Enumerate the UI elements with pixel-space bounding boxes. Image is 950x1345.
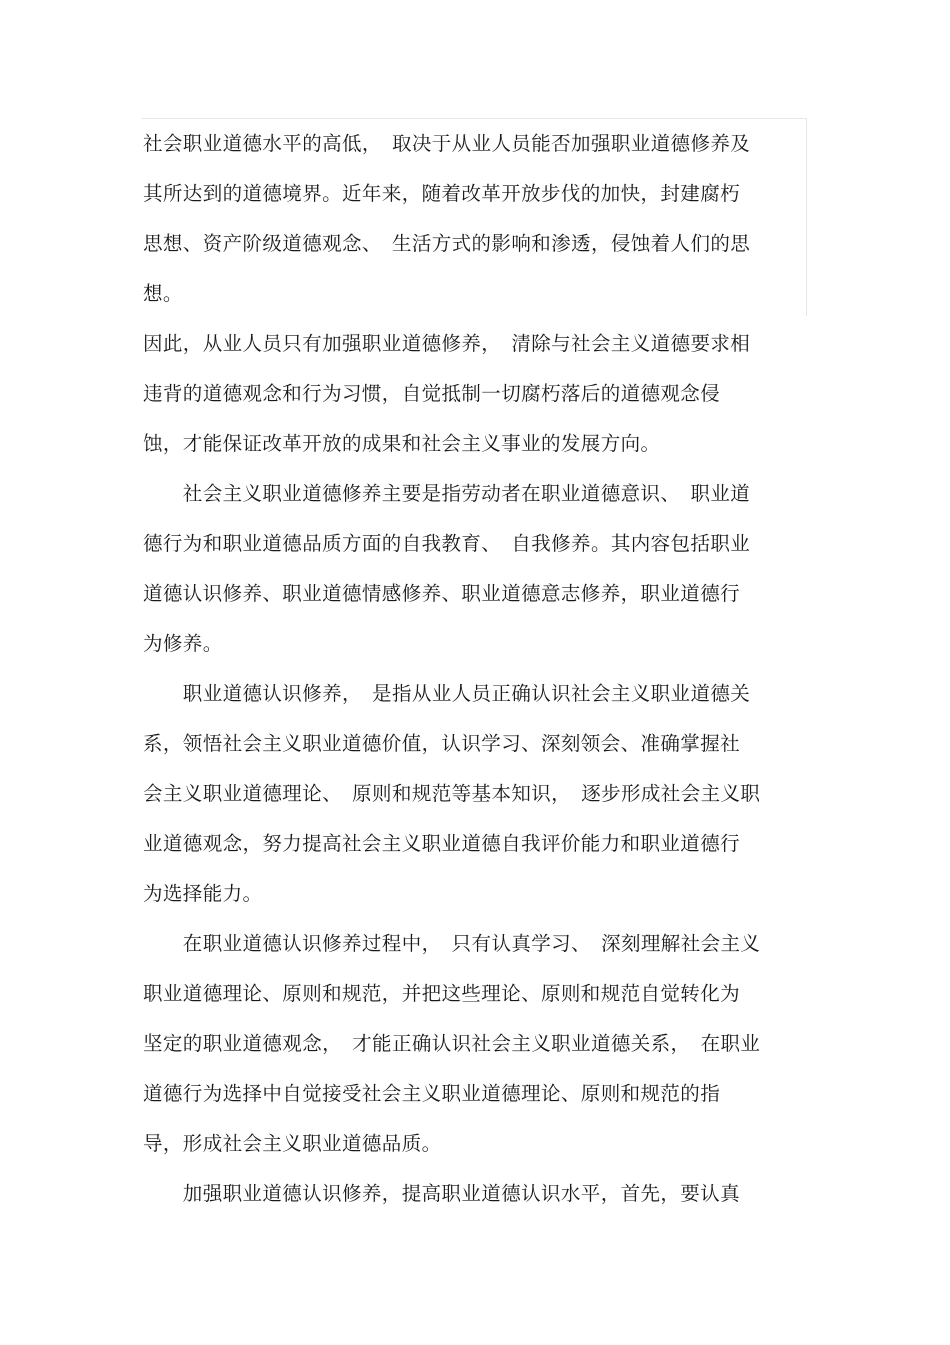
text-line: 思想、资产阶级道德观念、 生活方式的影响和渗透，侵蚀着人们的思: [143, 232, 751, 255]
text-line: 加强职业道德认识修养，提高职业道德认识水平，首先，要认真: [143, 1182, 741, 1205]
text-line: 德行为和职业道德品质方面的自我教育、 自我修养。其内容包括职业: [143, 532, 751, 555]
text-line: 想。: [143, 282, 183, 305]
text-line: 会主义职业道德理论、 原则和规范等基本知识， 逐步形成社会主义职: [143, 782, 761, 805]
text-line: 其所达到的道德境界。近年来，随着改革开放步伐的加快，封建腐朽: [143, 182, 741, 205]
text-line: 社会主义职业道德修养主要是指劳动者在职业道德意识、 职业道: [143, 482, 751, 505]
text-line: 道德行为选择中自觉接受社会主义职业道德理论、原则和规范的指: [143, 1082, 721, 1105]
text-line: 业道德观念，努力提高社会主义职业道德自我评价能力和职业道德行: [143, 832, 741, 855]
text-line: 职业道德理论、原则和规范，并把这些理论、原则和规范自觉转化为: [143, 982, 741, 1005]
text-line: 在职业道德认识修养过程中， 只有认真学习、 深刻理解社会主义: [143, 932, 761, 955]
text-line: 为修养。: [143, 632, 223, 655]
text-line: 为选择能力。: [143, 882, 263, 905]
text-line: 道德认识修养、职业道德情感修养、职业道德意志修养，职业道德行: [143, 582, 741, 605]
text-line: 蚀，才能保证改革开放的成果和社会主义事业的发展方向。: [143, 432, 661, 455]
text-line: 职业道德认识修养， 是指从业人员正确认识社会主义职业道德关: [143, 682, 751, 705]
text-line: 坚定的职业道德观念， 才能正确认识社会主义职业道德关系， 在职业: [143, 1032, 761, 1055]
text-line: 因此，从业人员只有加强职业道德修养， 清除与社会主义道德要求相: [143, 332, 751, 355]
text-line: 社会职业道德水平的高低， 取决于从业人员能否加强职业道德修养及: [143, 132, 751, 155]
text-line: 导，形成社会主义职业道德品质。: [143, 1132, 442, 1155]
text-line: 系，领悟社会主义职业道德价值，认识学习、深刻领会、准确掌握社: [143, 732, 741, 755]
text-line: 违背的道德观念和行为习惯，自觉抵制一切腐朽落后的道德观念侵: [143, 382, 721, 405]
